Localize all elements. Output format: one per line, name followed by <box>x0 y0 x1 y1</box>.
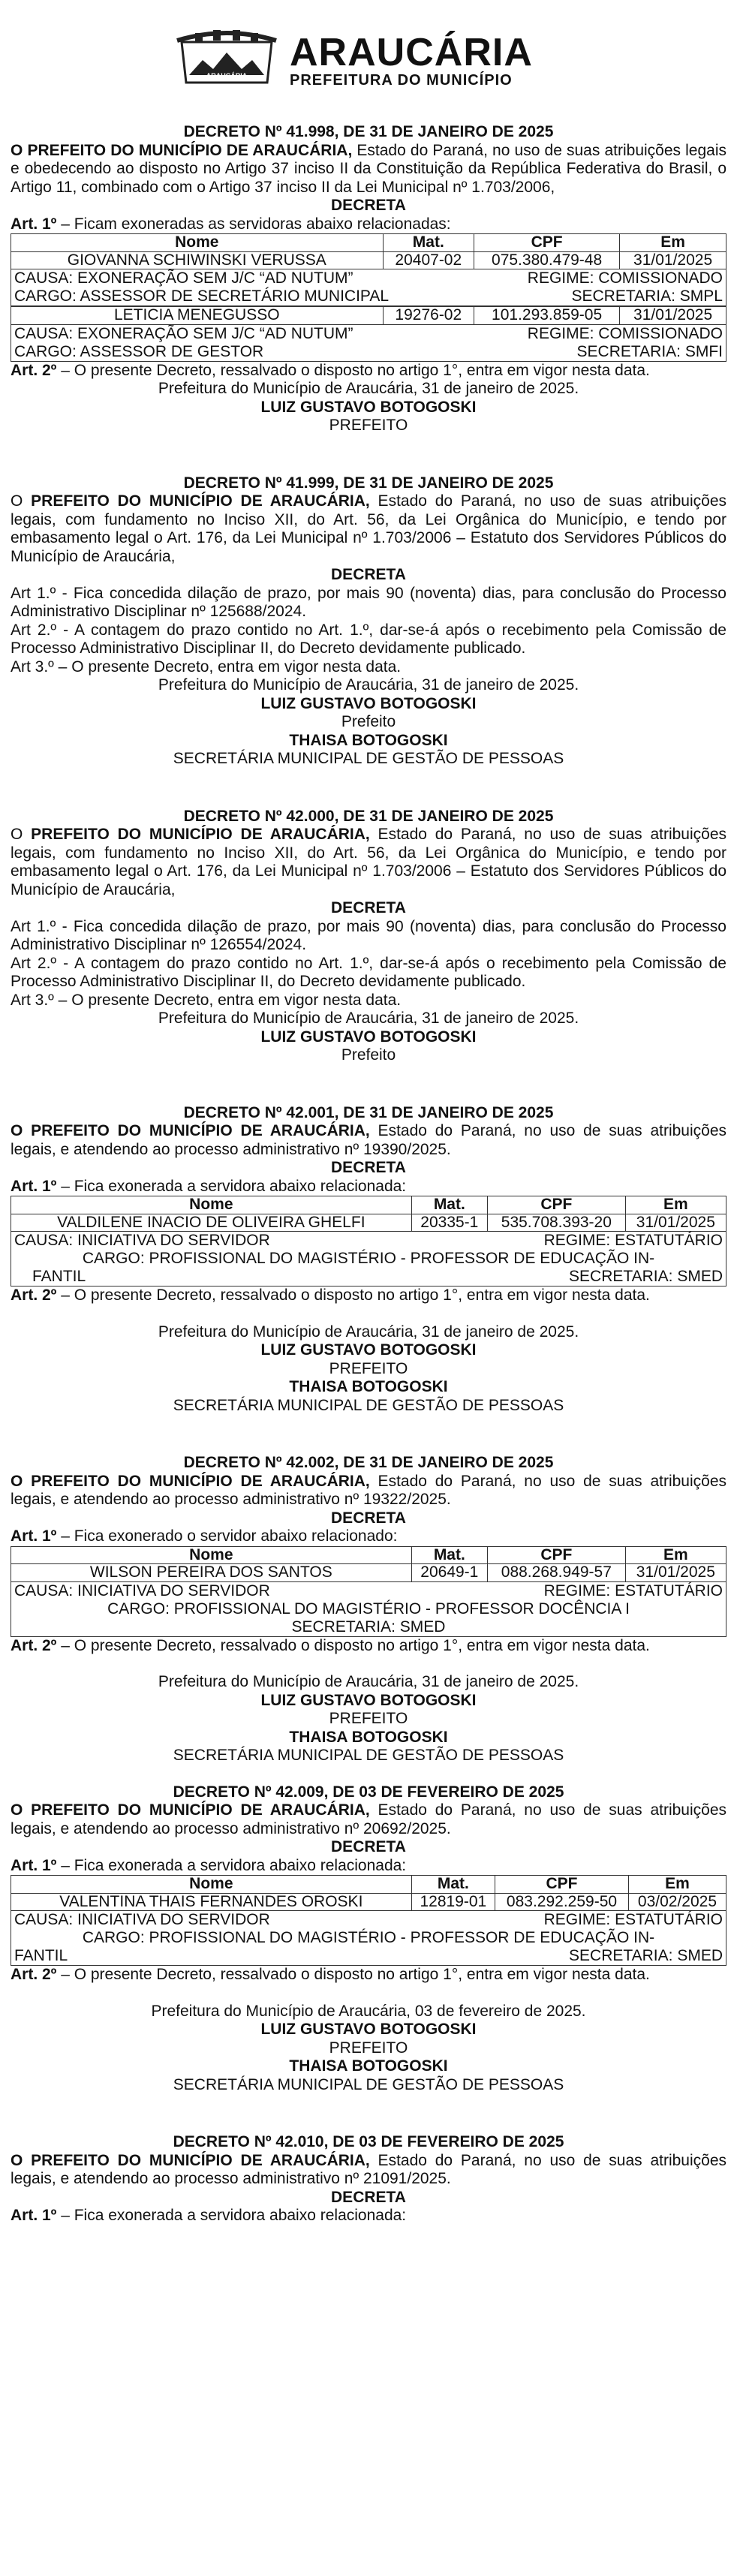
secretary-role: SECRETÁRIA MUNICIPAL DE GESTÃO DE PESSOAS <box>173 750 564 767</box>
table-row: VALENTINA THAIS FERNANDES OROSKI 12819-01 083.292.259-50 03/02/2025 <box>11 1893 726 1911</box>
decree-42002 <box>11 1454 726 1765</box>
secretary-role: SECRETÁRIA MUNICIPAL DE GESTÃO DE PESSOAS <box>173 2075 564 2093</box>
brand-subtitle: PREFEITURA DO MUNICÍPIO <box>290 72 513 89</box>
secretary-role: SECRETÁRIA MUNICIPAL DE GESTÃO DE PESSOAS <box>173 1396 564 1414</box>
place-date: Prefeitura do Município de Araucária, 03 de fevereiro de 2025. <box>151 2002 586 2020</box>
decreta-label: DECRETA <box>331 566 406 583</box>
causa-row: CAUSA: INICIATIVA DO SERVIDOR REGIME: ESTATUTÁRIO <box>11 1582 726 1600</box>
decree-42010 <box>11 2133 726 2225</box>
signer-role: PREFEITO <box>329 2039 408 2057</box>
secretary-name: THAISA BOTOGOSKI <box>289 731 448 749</box>
causa-row: CAUSA: EXONERAÇÃO SEM J/C “AD NUTUM” REGIME: COMISSIONADO <box>11 325 726 343</box>
secretary-name: THAISA BOTOGOSKI <box>289 1378 448 1395</box>
article-3: Art 3.º – O presente Decreto, entra em vigor nesta data. <box>11 658 402 676</box>
decree-title: DECRETO Nº 42.009, DE 03 DE FEVEREIRO DE 2025 <box>173 1783 564 1801</box>
article-2: Art. 2º – O presente Decreto, ressalvado o disposto no artigo 1°, entra em vigor nesta data. <box>11 1966 650 1983</box>
signer-role: PREFEITO <box>329 1359 408 1377</box>
signer-name: LUIZ GUSTAVO BOTOGOSKI <box>260 2021 477 2038</box>
table-header: Nome Mat. CPF Em <box>11 234 726 252</box>
place-date: Prefeitura do Município de Araucária, 31 de janeiro de 2025. <box>158 1323 579 1341</box>
secretary-role: SECRETÁRIA MUNICIPAL DE GESTÃO DE PESSOAS <box>173 1747 564 1764</box>
secretaria-row: FANTIL SECRETARIA: SMED <box>11 1947 726 1966</box>
signer-role: PREFEITO <box>329 1710 408 1727</box>
table-row: GIOVANNA SCHIWINSKI VERUSSA 20407-02 075.380.479-48 31/01/2025 <box>11 251 726 269</box>
place-date: Prefeitura do Município de Araucária, 31 de janeiro de 2025. <box>158 380 579 397</box>
decree-preamble: O PREFEITO DO MUNICÍPIO DE ARAUCÁRIA, Estado do Paraná, no uso de suas atribuições legais, com fundamento no Inciso XII, do Art. 56, da Lei Orgânica do Município, e tendo por embasamento legal o Art. 176, da Lei Municipal nº 1.703/2006 – Estatuto dos Servidores Públicos do Município de Araucária, <box>11 492 727 565</box>
decree-preamble: O PREFEITO DO MUNICÍPIO DE ARAUCÁRIA, Estado do Paraná, no uso de suas atribuições legais, com fundamento no Inciso XII, do Art. 56, da Lei Orgânica do Município, e tendo por embasamento legal o Art. 176, da Lei Municipal nº 1.703/2006 – Estatuto dos Servidores Públicos do Município de Araucária, <box>11 826 727 898</box>
staff-table-2 <box>11 306 726 325</box>
signer-role: Prefeito <box>341 1046 396 1064</box>
article-1: Art 1.º - Fica concedida dilação de prazo, por mais 90 (noventa) dias, para conclusão do Processo Administrativo Disciplinar nº 125688/2024. <box>11 584 726 620</box>
decreta-label: DECRETA <box>331 1159 406 1176</box>
article-1: Art. 1º – Fica exonerado o servidor abaixo relacionado: <box>11 1527 398 1545</box>
decree-title: DECRETO Nº 42.000, DE 31 DE JANEIRO DE 2025 <box>183 807 554 825</box>
decree-42009 <box>11 1783 726 2095</box>
article-3: Art 3.º – O presente Decreto, entra em vigor nesta data. <box>11 991 402 1009</box>
decree-42000 <box>11 808 726 1065</box>
table-header: Nome Mat. CPF Em <box>11 1196 726 1214</box>
araucaria-logo-icon <box>174 30 279 89</box>
logo-text: ARAUCÁRIA <box>206 72 248 80</box>
decree-preamble: O PREFEITO DO MUNICÍPIO DE ARAUCÁRIA, Estado do Paraná, no uso de suas atribuições legais, e atendendo ao processo administrativo nº 19322/2025. <box>11 1472 727 1508</box>
article-1: Art. 1º – Fica exonerada a servidora abaixo relacionada: <box>11 2207 407 2224</box>
signer-role: PREFEITO <box>329 417 408 434</box>
staff-table <box>11 1196 726 1232</box>
table-row: VALDILENE INACIO DE OLIVEIRA GHELFI 20335-1 535.708.393-20 31/01/2025 <box>11 1214 726 1232</box>
article-2: Art 2.º - A contagem do prazo contido no Art. 1.º, dar-se-á após o recebimento pela Comissão de Processo Administrativo Disciplinar II, do Decreto devidamente publicado. <box>11 954 726 990</box>
cargo-row: CARGO: PROFISSIONAL DO MAGISTÉRIO - PROFESSOR DE EDUCAÇÃO IN- <box>11 1250 726 1268</box>
brand <box>290 33 533 89</box>
signer-name: LUIZ GUSTAVO BOTOGOSKI <box>260 1341 477 1359</box>
signer-name: LUIZ GUSTAVO BOTOGOSKI <box>260 1028 477 1046</box>
signer-name: LUIZ GUSTAVO BOTOGOSKI <box>260 398 477 416</box>
cargo-row: CARGO: ASSESSOR DE GESTOR SECRETARIA: SMFI <box>11 343 726 362</box>
decree-title: DECRETO Nº 41.998, DE 31 DE JANEIRO DE 2025 <box>183 123 554 140</box>
causa-row: CAUSA: INICIATIVA DO SERVIDOR REGIME: ESTATUTÁRIO <box>11 1911 726 1929</box>
decreta-label: DECRETA <box>331 2188 406 2206</box>
decreta-label: DECRETA <box>331 1509 406 1527</box>
decreta-label: DECRETA <box>331 899 406 916</box>
decree-title: DECRETO Nº 42.010, DE 03 DE FEVEREIRO DE 2025 <box>173 2133 564 2150</box>
decreta-label: DECRETA <box>331 197 406 214</box>
decree-41998 <box>11 123 726 435</box>
signer-name: LUIZ GUSTAVO BOTOGOSKI <box>260 694 477 712</box>
article-2: Art 2.º - A contagem do prazo contido no Art. 1.º, dar-se-á após o recebimento pela Comissão de Processo Administrativo Disciplinar II, do Decreto devidamente publicado. <box>11 621 726 657</box>
article-1: Art. 1º – Fica exonerada a servidora abaixo relacionada: <box>11 1177 407 1195</box>
table-row: LETICIA MENEGUSSO 19276-02 101.293.859-05 31/01/2025 <box>11 307 726 325</box>
secretaria-row: FANTIL SECRETARIA: SMED <box>11 1268 726 1286</box>
cargo-row: CARGO: ASSESSOR DE SECRETÁRIO MUNICIPAL SECRETARIA: SMPL <box>11 287 726 306</box>
article-1: Art. 1º – Ficam exoneradas as servidoras abaixo relacionadas: <box>11 215 451 233</box>
cargo-row: CARGO: PROFISSIONAL DO MAGISTÉRIO - PROFESSOR DOCÊNCIA I <box>11 1600 726 1618</box>
decree-title: DECRETO Nº 41.999, DE 31 DE JANEIRO DE 2025 <box>183 474 554 492</box>
secretary-name: THAISA BOTOGOSKI <box>289 1728 448 1746</box>
decreta-label: DECRETA <box>331 1838 406 1855</box>
decree-title: DECRETO Nº 42.001, DE 31 DE JANEIRO DE 2025 <box>183 1103 554 1121</box>
place-date: Prefeitura do Município de Araucária, 31 de janeiro de 2025. <box>158 676 579 694</box>
decree-preamble: O PREFEITO DO MUNICÍPIO DE ARAUCÁRIA, Estado do Paraná, no uso de suas atribuições legais, e atendendo ao processo administrativo nº 21091/2025. <box>11 2151 727 2187</box>
article-2: Art. 2º – O presente Decreto, ressalvado o disposto no artigo 1°, entra em vigor nesta data. <box>11 1286 650 1304</box>
table-header: Nome Mat. CPF Em <box>11 1876 726 1894</box>
staff-table <box>11 1875 726 1911</box>
article-2: Art. 2º – O presente Decreto, ressalvado o disposto no artigo 1°, entra em vigor nesta data. <box>11 1636 650 1654</box>
decree-preamble: O PREFEITO DO MUNICÍPIO DE ARAUCÁRIA, Estado do Paraná, no uso de suas atribuições legais, e atendendo ao processo administrativo nº 19390/2025. <box>11 1122 727 1158</box>
place-date: Prefeitura do Município de Araucária, 31 de janeiro de 2025. <box>158 1010 579 1027</box>
causa-row: CAUSA: INICIATIVA DO SERVIDOR REGIME: ESTATUTÁRIO <box>11 1232 726 1250</box>
brand-name: ARAUCÁRIA <box>290 31 533 74</box>
staff-table <box>11 1546 726 1582</box>
decree-41999 <box>11 474 726 769</box>
secretaria-row: SECRETARIA: SMED <box>11 1618 726 1637</box>
place-date: Prefeitura do Município de Araucária, 31 de janeiro de 2025. <box>158 1673 579 1690</box>
article-1: Art. 1º – Fica exonerada a servidora abaixo relacionada: <box>11 1856 407 1874</box>
article-1: Art 1.º - Fica concedida dilação de prazo, por mais 90 (noventa) dias, para conclusão do Processo Administrativo Disciplinar nº 126554/2024. <box>11 917 726 953</box>
staff-table <box>11 233 726 269</box>
document-page <box>11 0 726 2225</box>
signer-name: LUIZ GUSTAVO BOTOGOSKI <box>260 1691 477 1709</box>
decree-preamble: O PREFEITO DO MUNICÍPIO DE ARAUCÁRIA, Estado do Paraná, no uso de suas atribuições legais e obedecendo ao disposto no Artigo 37 inciso II da Constituição da República Federativa do Brasil, o Artigo 11, combinado com o Artigo 37 inciso II da Lei Municipal nº 1.703/2006, <box>11 141 727 196</box>
cargo-row: CARGO: PROFISSIONAL DO MAGISTÉRIO - PROFESSOR DE EDUCAÇÃO IN- <box>11 1929 726 1947</box>
secretary-name: THAISA BOTOGOSKI <box>289 2057 448 2075</box>
causa-row: CAUSA: EXONERAÇÃO SEM J/C “AD NUTUM” REGIME: COMISSIONADO <box>11 269 726 287</box>
table-row: WILSON PEREIRA DOS SANTOS 20649-1 088.268.949-57 31/01/2025 <box>11 1564 726 1582</box>
decree-title: DECRETO Nº 42.002, DE 31 DE JANEIRO DE 2025 <box>183 1454 554 1471</box>
signer-role: Prefeito <box>341 713 396 730</box>
header <box>11 0 726 90</box>
decree-42001 <box>11 1104 726 1416</box>
table-header: Nome Mat. CPF Em <box>11 1546 726 1564</box>
decree-preamble: O PREFEITO DO MUNICÍPIO DE ARAUCÁRIA, Estado do Paraná, no uso de suas atribuições legais, e atendendo ao processo administrativo nº 20692/2025. <box>11 1801 727 1837</box>
article-2: Art. 2º – O presente Decreto, ressalvado o disposto no artigo 1°, entra em vigor nesta data. <box>11 361 650 379</box>
